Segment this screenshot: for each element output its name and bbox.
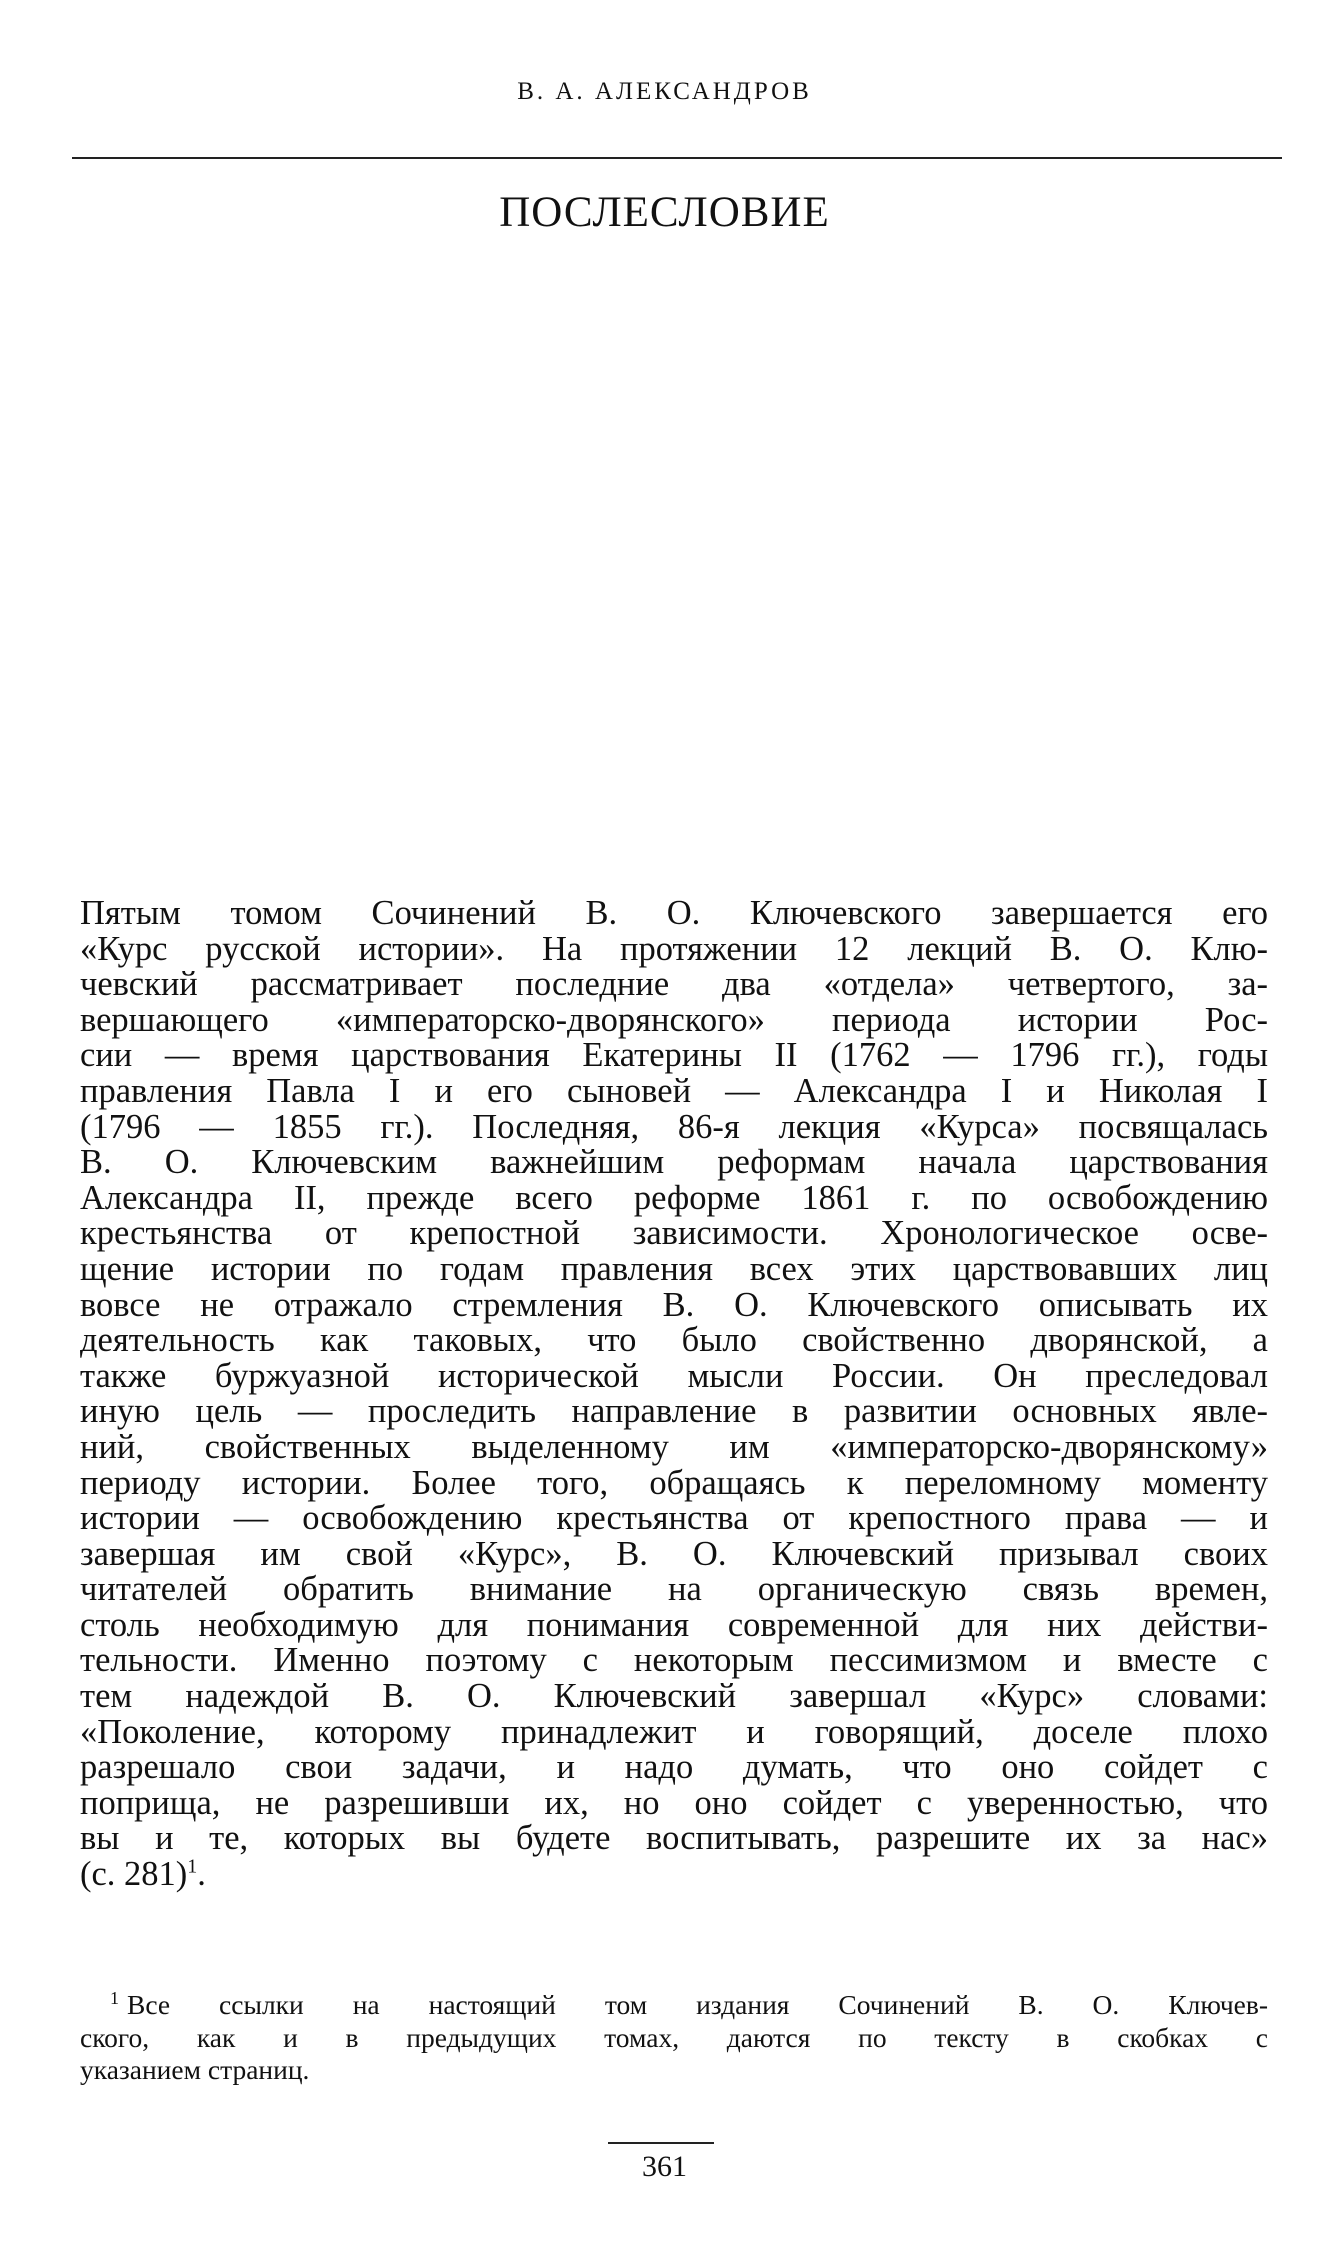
body-line: разрешало свои задачи, и надо думать, что оно сойдет с bbox=[80, 1748, 1268, 1787]
body-line: истории — освобождению крестьянства от крепостного права — и bbox=[80, 1499, 1268, 1538]
page-number-rule bbox=[608, 2142, 714, 2144]
chapter-title: ПОСЛЕСЛОВИЕ bbox=[499, 189, 830, 236]
body-line: вовсе не отражало стремления В. О. Ключевского описывать их bbox=[80, 1285, 1268, 1324]
body-line: вершающего «императорско-дворянского» периода истории Рос- bbox=[80, 1000, 1268, 1039]
body-line: Александра II, прежде всего реформе 1861 г. по освобождению bbox=[80, 1178, 1268, 1217]
body-line: иную цель — проследить направление в развитии основных явле- bbox=[80, 1392, 1268, 1431]
footnote-line: ского, как и в предыдущих томах, даются по тексту в скобках с bbox=[80, 2021, 1268, 2053]
footnote-line: указанием страниц. bbox=[80, 2054, 310, 2085]
footnote-mark: 1 bbox=[110, 1987, 119, 2008]
body-line: деятельность как таковых, что было свойственно дворянской, а bbox=[80, 1321, 1268, 1360]
body-line: крестьянства от крепостной зависимости. Хронологическое осве- bbox=[80, 1214, 1268, 1253]
body-line: вы и те, которых вы будете воспитывать, разрешите их за нас» bbox=[80, 1819, 1268, 1858]
body-line: сии — время царствования Екатерины II (1762 — 1796 гг.), годы bbox=[80, 1036, 1268, 1075]
body-line: «Поколение, которому принадлежит и говорящий, доселе плохо bbox=[80, 1712, 1268, 1751]
body-line: завершая им свой «Курс», В. О. Ключевский призывал своих bbox=[80, 1534, 1268, 1573]
body-line: ний, свойственных выделенному им «императорско-дворянскому» bbox=[80, 1427, 1268, 1466]
body-line: «Курс русской истории». На протяжении 12 лекций В. О. Клю- bbox=[80, 929, 1268, 968]
body-line: В. О. Ключевским важнейшим реформам начала царствования bbox=[80, 1143, 1268, 1182]
body-paragraph bbox=[80, 896, 1268, 1893]
body-line: тем надеждой В. О. Ключевский завершал «Курс» словами: bbox=[80, 1677, 1268, 1716]
body-line: щение истории по годам правления всех этих царствовавших лиц bbox=[80, 1249, 1268, 1288]
footnote-reference[interactable]: 1 bbox=[187, 1855, 198, 1878]
running-head: В. А. АЛЕКСАНДРОВ bbox=[517, 78, 812, 105]
sentence-period: . bbox=[197, 1855, 206, 1894]
body-line: тельности. Именно поэтому с некоторым пессимизмом и вместе с bbox=[80, 1641, 1268, 1680]
body-line: правления Павла I и его сыновей — Александра I и Николая I bbox=[80, 1071, 1268, 1110]
body-line: (1796 — 1855 гг.). Последняя, 86-я лекция «Курса» посвящалась bbox=[80, 1107, 1268, 1146]
body-line: столь необходимую для понимания современной для них действи- bbox=[80, 1605, 1268, 1644]
footnote-text: Все ссылки на настоящий том издания Сочинений В. О. Ключев- bbox=[127, 1989, 1268, 2020]
body-line: Пятым томом Сочинений В. О. Ключевского завершается его bbox=[80, 894, 1268, 932]
body-line: читателей обратить внимание на органическую связь времен, bbox=[80, 1570, 1268, 1609]
body-line: поприща, не разрешивши их, но оно сойдет с уверенностью, что bbox=[80, 1783, 1268, 1822]
body-line-last bbox=[80, 1857, 1268, 1893]
page-number: 361 bbox=[642, 2150, 687, 2183]
footnote-line bbox=[80, 1989, 1268, 2022]
footnote bbox=[80, 1989, 1268, 2087]
body-line-text: (с. 281) bbox=[80, 1855, 188, 1894]
body-line: также буржуазной исторической мысли России. Он преследовал bbox=[80, 1356, 1268, 1395]
header-rule bbox=[72, 157, 1282, 159]
body-line: периоду истории. Более того, обращаясь к переломному моменту bbox=[80, 1463, 1268, 1502]
body-line: чевский рассматривает последние два «отдела» четвертого, за- bbox=[80, 965, 1268, 1004]
